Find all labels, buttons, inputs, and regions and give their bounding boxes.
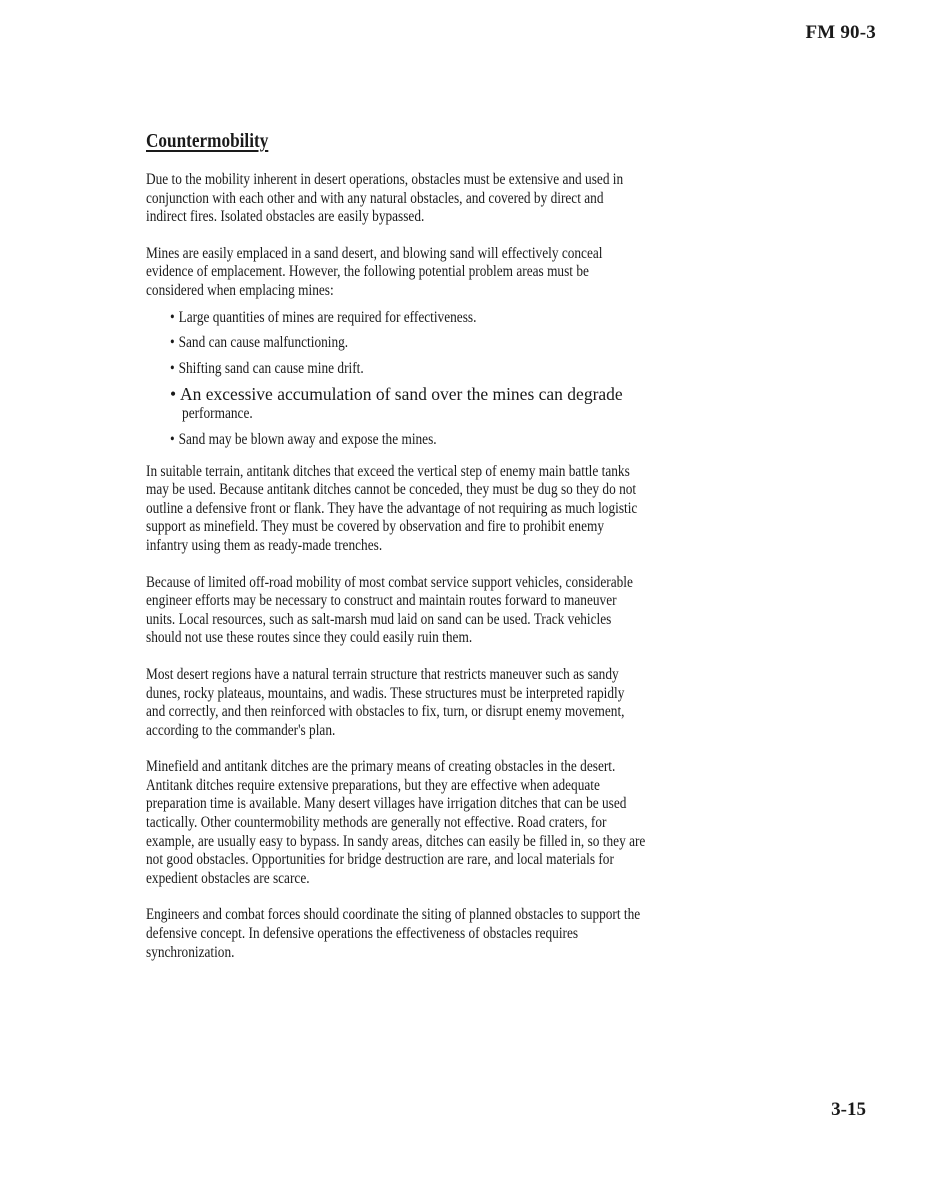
mine-problem-list [170, 309, 656, 449]
list-item: • Shifting sand can cause mine drift. [170, 359, 364, 377]
section-title: Countermobility [146, 130, 269, 152]
paragraph-coordination: Engineers and combat forces should coordinate the siting of planned obstacles to support the defensive concept. In defensive operations the effectiveness of obstacles requires synchronization. [146, 906, 641, 961]
page-content [146, 127, 656, 962]
paragraph-mines-emplacement: Mines are easily emplaced in a sand desert, and blowing sand will effectively conceal evidence of emplacement. However, the following potential problem areas must be considered when emplacing mines: [146, 244, 603, 299]
paragraph-obstacles-extensive: Due to the mobility inherent in desert operations, obstacles must be extensive and used in conjunction with each other and with any natural obstacles, and covered by direct and indirect fires. Isolated obstacles are easily bypassed. [146, 171, 624, 226]
bullet-icon: • [170, 384, 177, 405]
list-item: • Large quantities of mines are required for effectiveness. [170, 308, 477, 326]
manual-id-header: FM 90-3 [805, 22, 876, 43]
paragraph-primary-obstacles: Minefield and antitank ditches are the primary means of creating obstacles in the desert. Antitank ditches require extensive preparations, but they are effective when adequate preparation time is available. Many desert villages have irrigation ditches that can be used tactically. Other countermobility methods are generally not effective. Road craters, for example, are usually easy to bypass. In sandy areas, ditches can easily be filled in, so they are not good obstacles. Opportunities for bridge destruction are rare, and local materials for expedient obstacles are scarce. [146, 758, 646, 887]
bullet-icon: • [170, 430, 175, 448]
paragraph-routes-support: Because of limited off-road mobility of most combat service support vehicles, considerable engineer efforts may be necessary to construct and maintain routes forward to maneuver units. Local resources, such as salt-marsh mud laid on sand can be used. Track vehicles should not use these routes since they could easily ruin them. [146, 573, 633, 647]
bullet-icon: • [170, 334, 175, 352]
paragraph-antitank-ditches: In suitable terrain, antitank ditches that exceed the vertical step of enemy main battle tanks may be used. Because antitank ditches cannot be conceded, they must be dug so they do not outline a defensive front or flank. They have the advantage of not requiring as much logistic support as minefield. They must be covered by observation and fire to prohibit enemy infantry using them as ready-made trenches. [146, 462, 638, 554]
list-item: • An excessive accumulation of sand over the mines can degrade performance. [170, 384, 623, 423]
paragraph-terrain-structure: Most desert regions have a natural terrain structure that restricts maneuver such as sandy dunes, rocky plateaus, mountains, and wadis. These structures must be interpreted rapidly and correctly, and then reinforced with obstacles to fix, turn, or disrupt enemy movement, according to the commander's plan. [146, 665, 625, 739]
list-item: • Sand may be blown away and expose the mines. [170, 430, 437, 448]
list-item-continuation: performance. [182, 405, 253, 423]
page-number: 3-15 [831, 1099, 866, 1120]
bullet-icon: • [170, 359, 175, 377]
list-item: • Sand can cause malfunctioning. [170, 334, 349, 352]
bullet-icon: • [170, 308, 175, 326]
